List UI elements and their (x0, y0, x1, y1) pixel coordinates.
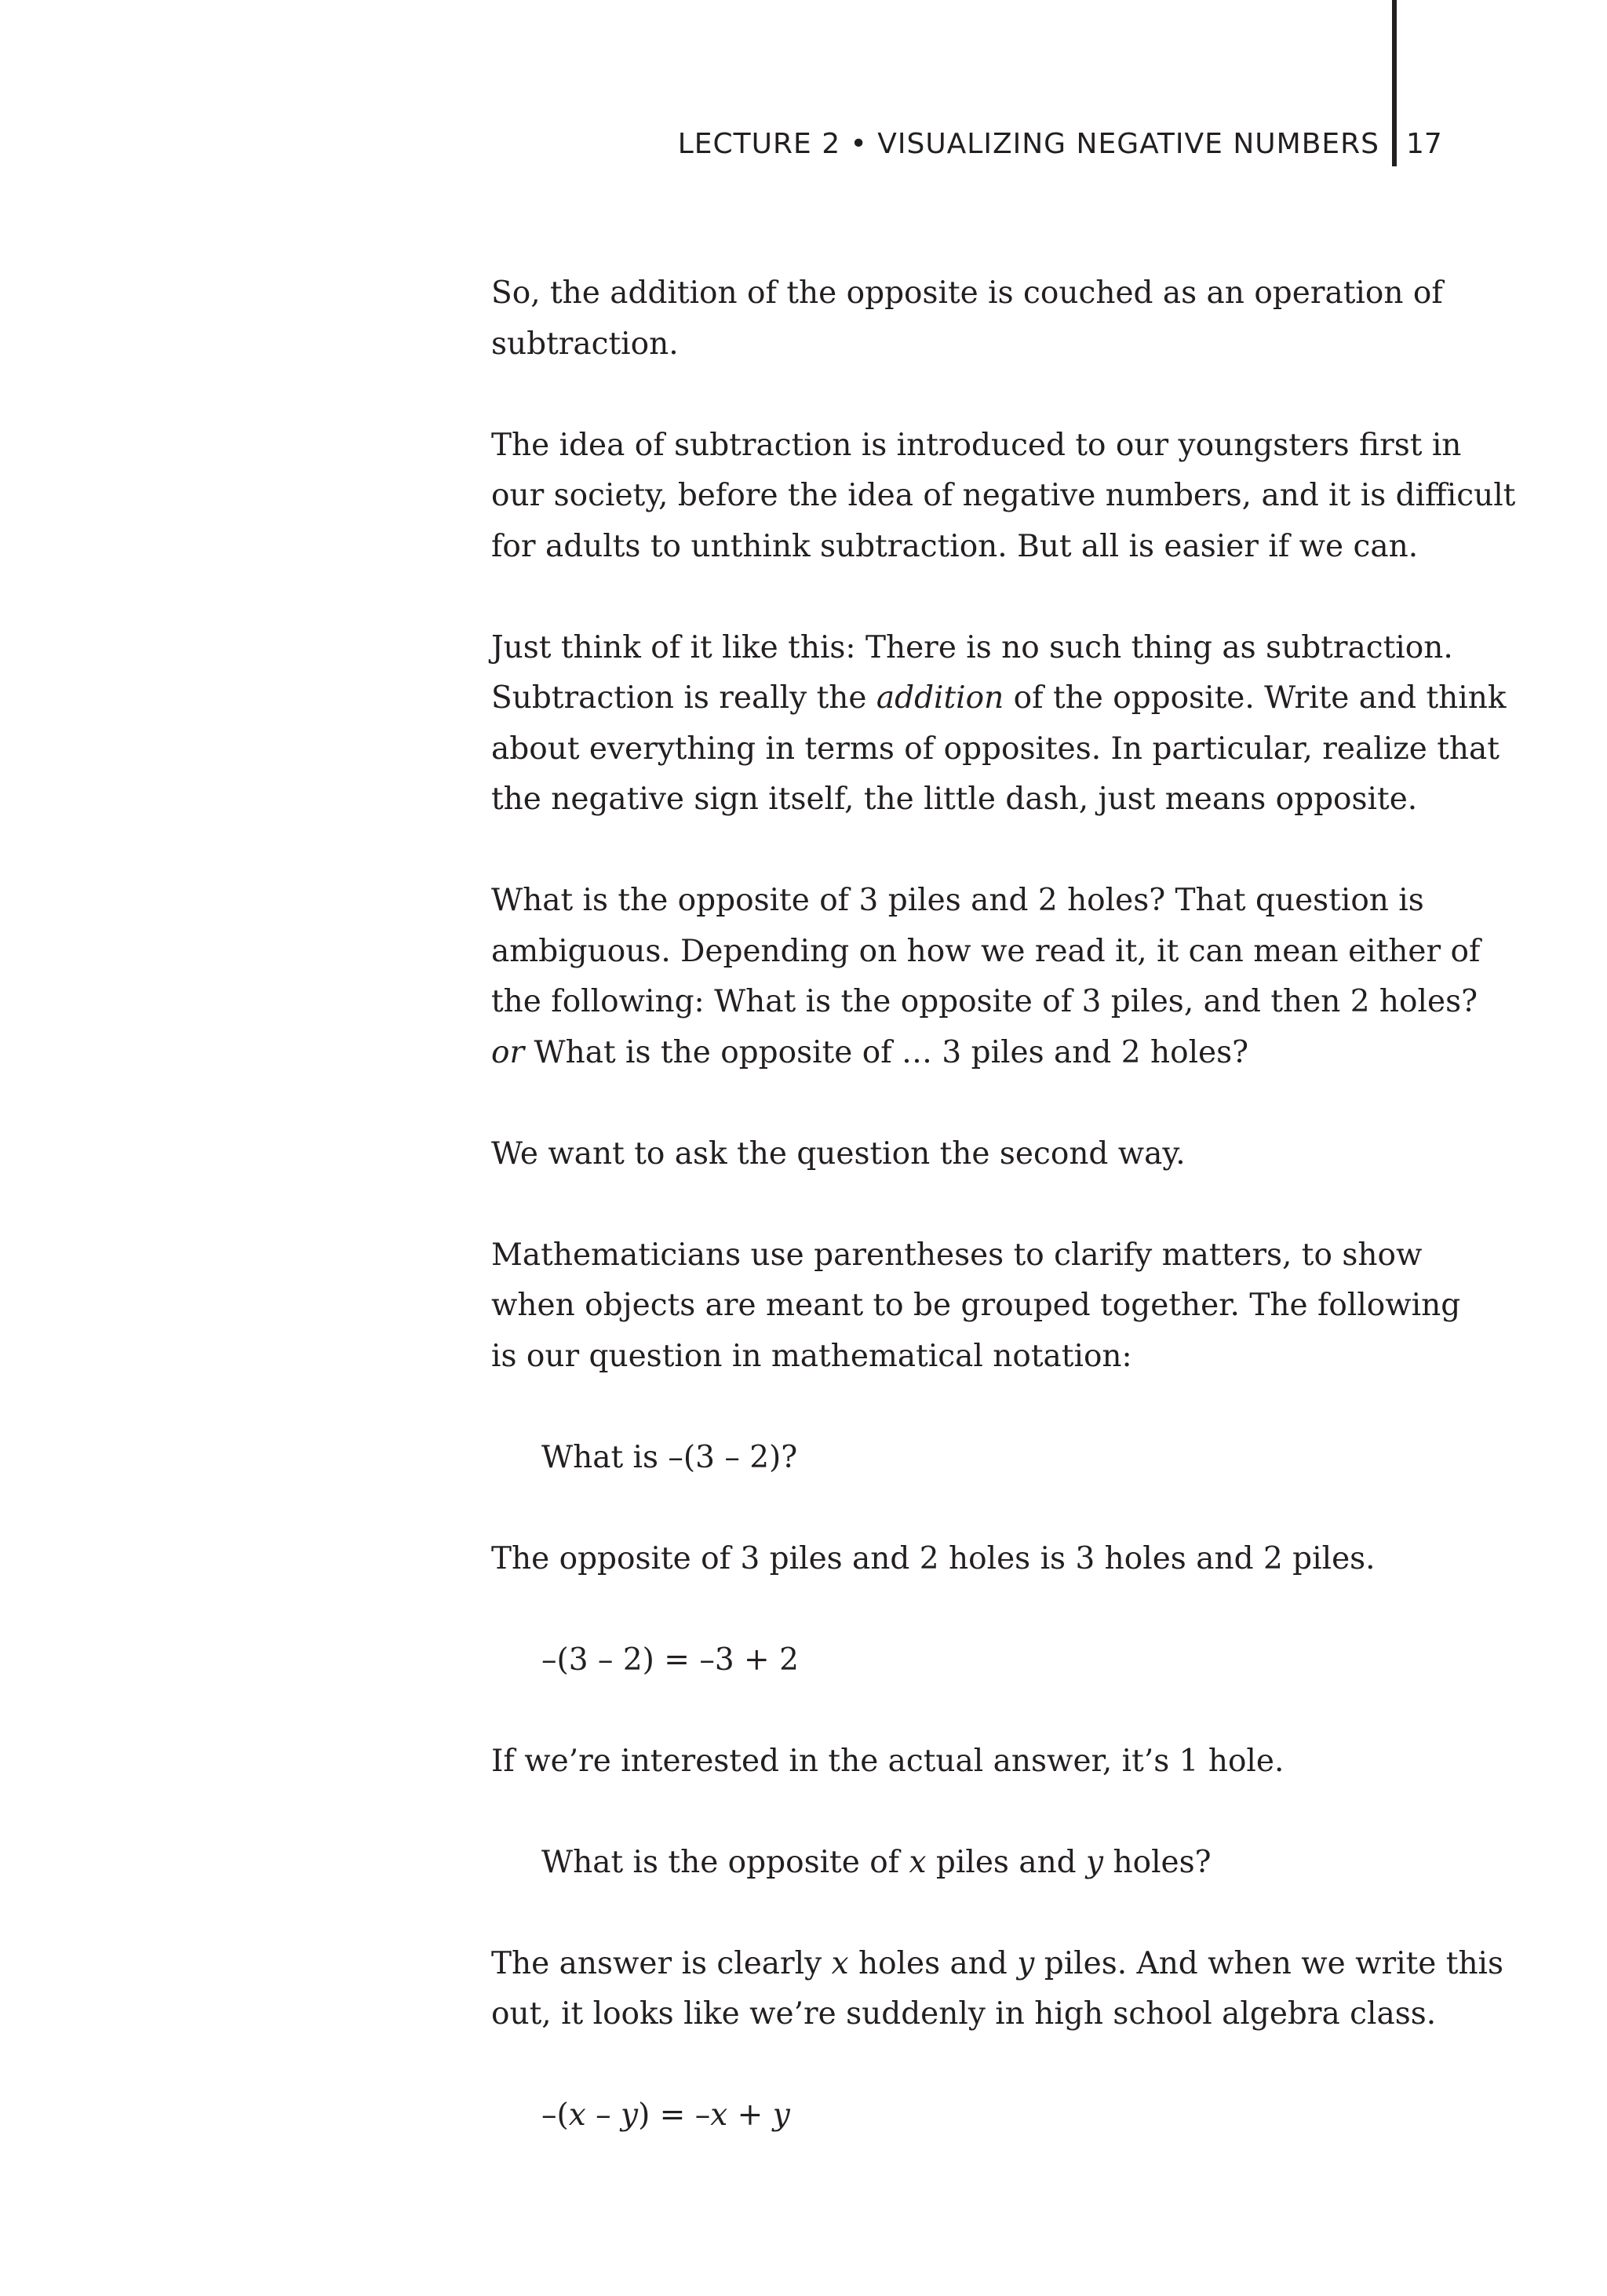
text-line: The idea of subtraction is introduced to our youngsters first in (491, 427, 1462, 463)
text-line: is our question in mathematical notation: (491, 1338, 1132, 1374)
text-line: ambiguous. Depending on how we read it, it can mean either of (491, 933, 1481, 969)
text-run: holes and (848, 1945, 1018, 1981)
paragraph: The opposite of 3 piles and 2 holes is 3 holes and 2 piles. (491, 1540, 1376, 1576)
text-run: – (585, 2097, 621, 2133)
text-line: So, the addition of the opposite is couched as an operation of (491, 275, 1443, 311)
header-rule (1392, 0, 1397, 166)
page-number: 17 (1406, 128, 1442, 160)
variable-y: y (772, 2097, 790, 2133)
text-run: + (727, 2097, 773, 2133)
text-line: when objects are meant to be grouped together. The following (491, 1288, 1461, 1323)
emphasis: addition (876, 680, 1004, 716)
text-line: out, it looks like we’re suddenly in high school algebra class. (491, 1996, 1437, 2032)
variable-x: x (831, 1945, 849, 1981)
text-line: the negative sign itself, the little dash, just means opposite. (491, 782, 1418, 817)
equation (491, 1838, 1456, 1889)
variable-y: y (1017, 1945, 1035, 1981)
body-text (491, 268, 1516, 2141)
text-run: ) = – (638, 2097, 711, 2133)
text-run: holes? (1103, 1844, 1212, 1880)
text-run: What is the opposite of (541, 1844, 909, 1880)
text-line: What is the opposite of 3 piles and 2 holes? That question is (491, 883, 1424, 918)
running-head: LECTURE 2 • VISUALIZING NEGATIVE NUMBERS (677, 128, 1379, 160)
emphasis: or (491, 1034, 525, 1070)
variable-x: x (710, 2097, 728, 2133)
equation: What is –(3 – 2)? (541, 1439, 798, 1475)
equation: –(3 – 2) = –3 + 2 (541, 1642, 799, 1678)
text-run: –( (541, 2097, 569, 2133)
text-line: the following: What is the opposite of 3 piles, and then 2 holes? (491, 984, 1478, 1019)
variable-y: y (1086, 1844, 1104, 1880)
text-run: The answer is clearly (491, 1945, 832, 1981)
text-run: What is the opposite of … 3 piles and 2 holes? (524, 1034, 1249, 1070)
text-line: subtraction. (491, 326, 679, 362)
paragraph (491, 876, 1481, 1078)
text-line: our society, before the idea of negative numbers, and it is difficult (491, 478, 1516, 513)
paragraph (491, 1230, 1461, 1383)
paragraph: We want to ask the question the second way. (491, 1135, 1186, 1172)
text-run: piles. And when we write this (1034, 1945, 1504, 1981)
paragraph (491, 1939, 1504, 2040)
text-line: Mathematicians use parentheses to clarify matters, to show (491, 1237, 1423, 1273)
text-run: of the opposite. Write and think (1004, 680, 1507, 716)
paragraph: If we’re interested in the actual answer, it’s 1 hole. (491, 1743, 1285, 1779)
text-line: about everything in terms of opposites. In particular, realize that (491, 731, 1500, 767)
variable-x: x (568, 2097, 586, 2133)
text-line: for adults to unthink subtraction. But all is easier if we can. (491, 528, 1419, 564)
equation (491, 2090, 1456, 2141)
paragraph (491, 421, 1516, 573)
variable-y: y (621, 2097, 639, 2133)
text-run: Subtraction is really the (491, 680, 876, 716)
text-run: piles and (926, 1844, 1087, 1880)
variable-x: x (909, 1844, 927, 1880)
paragraph (491, 268, 1456, 370)
paragraph (491, 623, 1507, 825)
text-line: Just think of it like this: There is no such thing as subtraction. (491, 629, 1453, 665)
